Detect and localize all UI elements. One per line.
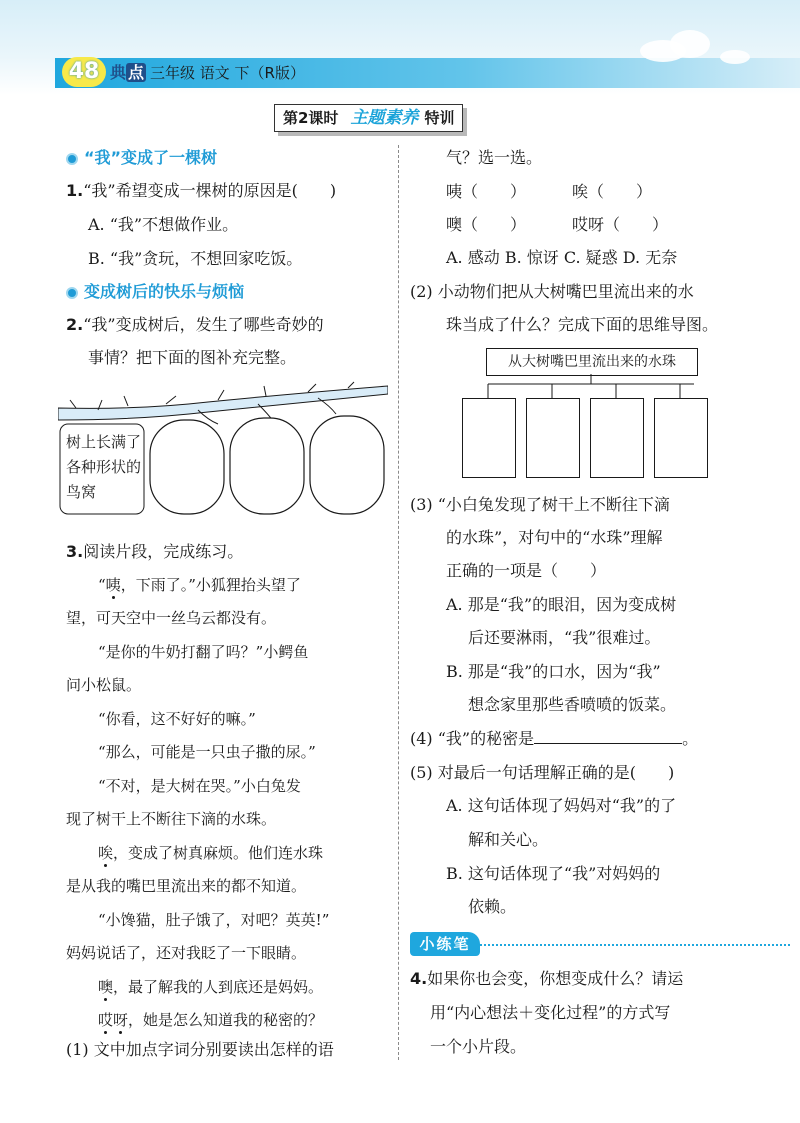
passage-text: 妈妈说话了，还对我眨了一下眼睛。: [66, 944, 307, 962]
tree-illustration: [58, 380, 388, 518]
lesson-tag: [274, 104, 463, 132]
question-number: 4.: [410, 969, 428, 988]
q3-sub3-option-a: A. 那是“我”的眼泪，因为变成树: [446, 595, 677, 614]
emphasized-word: [106, 576, 121, 594]
practice-badge: 小练笔: [410, 932, 480, 956]
q3-sub2-line2: 珠当成了什么？完成下面的思维导图。: [446, 315, 719, 334]
passage-line: [98, 774, 301, 798]
emphasized-word: [98, 844, 113, 862]
passage-text: “不对，是大树在哭。”小白兔发: [98, 777, 301, 795]
q3-sub4-period: 。: [682, 729, 699, 748]
passage-text: 是从我的嘴巴里流出来的都不知道。: [66, 877, 307, 895]
passage-line: [66, 807, 276, 831]
q3-sub4-prompt: (4) “我”的秘密是: [410, 729, 535, 748]
passage-line: [98, 908, 329, 932]
q3-sub5: (5) 对最后一句话理解正确的是( ): [410, 763, 675, 782]
mindmap-connectors: [462, 374, 722, 400]
passage-text: “小馋猫，肚子饿了，对吧？英英!”: [98, 911, 330, 929]
question-number: 1.: [66, 181, 84, 200]
q3-sub2-line1: (2) 小动物们把从大树嘴巴里流出来的水: [410, 282, 694, 301]
section-title-text: “我”变成了一棵树: [84, 148, 218, 167]
q3-sub4: [410, 727, 698, 751]
question-number: 3.: [66, 542, 84, 561]
brand-logo: 典 点: [110, 63, 145, 82]
passage-line: [66, 874, 306, 898]
passage-text: ，下雨了。”小狐狸抬头望了: [120, 576, 301, 594]
passage-text: “你看，这不好好的嘛。”: [98, 710, 256, 728]
tone-blank-1[interactable]: 咦（ ）: [446, 182, 527, 201]
q3-sub5-option-b: B. 这句话体现了“我”对妈妈的: [446, 864, 661, 883]
passage-text: 问小松鼠。: [66, 676, 142, 694]
question-2: [66, 313, 324, 337]
passage-text: “那么，可能是一只虫子撒的尿。”: [98, 743, 316, 761]
question-stem: “我”希望变成一棵树的原因是( ): [83, 181, 337, 200]
q3-sub3-option-a-cont: 后还要淋雨，“我”很难过。: [468, 628, 661, 647]
passage-line: [98, 573, 301, 597]
question-2-line2: 事情？把下面的图补充完整。: [88, 348, 297, 367]
q3-sub3-option-b: B. 那是“我”的口水，因为“我”: [446, 662, 661, 681]
question-4-line3: 一个小片段。: [430, 1037, 527, 1056]
q3-sub5-option-a-cont: 解和关心。: [468, 830, 549, 849]
bullet-icon: [66, 153, 78, 165]
lesson-theme: 主题素养: [350, 108, 419, 128]
column-divider: [398, 145, 399, 1060]
section-title-2: [66, 280, 244, 304]
passage-text: ，变成了树真麻烦。他们连水珠: [113, 844, 324, 862]
q3-sub3-line3: 正确的一项是（ ）: [446, 561, 607, 580]
mindmap-root: 从大树嘴巴里流出来的水珠: [486, 348, 698, 376]
emphasis-dot-char: 呀: [113, 1011, 129, 1029]
passage-line: [66, 606, 276, 630]
passage-line: [98, 740, 316, 764]
question-4-line2: 用“内心想法＋变化过程”的方式写: [430, 1003, 671, 1022]
emphasis-dot-char: 哎: [98, 1011, 114, 1029]
emphasis-dot-char: 唉: [98, 844, 114, 862]
emphasized-word: [98, 1011, 128, 1029]
lesson-suffix: 特训: [424, 109, 455, 127]
question-4: [410, 967, 683, 991]
emphasis-dot-char: 咦: [105, 576, 121, 594]
practice-divider: [480, 944, 790, 946]
lesson-number: 第2课时: [283, 109, 339, 127]
q3-sub5-option-b-cont: 依赖。: [468, 897, 517, 916]
passage-line: [98, 841, 323, 865]
passage-text: “是你的牛奶打翻了吗？”小鳄鱼: [98, 643, 309, 661]
passage-text: 望，可天空中一丝乌云都没有。: [66, 609, 277, 627]
question-stem: “我”变成树后，发生了哪些奇妙的: [83, 315, 324, 334]
passage-line: [98, 707, 256, 731]
section-title-1: [66, 146, 217, 170]
q1-option-a: A. “我”不想做作业。: [88, 215, 239, 234]
question-1: [66, 179, 336, 203]
passage-line: [98, 1008, 323, 1032]
question-3: [66, 540, 243, 564]
passage-text: “: [98, 576, 106, 594]
q3-sub3-option-b-cont: 想念家里那些香喷喷的饭菜。: [468, 695, 677, 714]
book-title: 三年级 语文 下（R版）: [150, 64, 305, 82]
q1-option-b: B. “我”贪玩，不想回家吃饭。: [88, 249, 303, 268]
tone-options: A. 感动 B. 惊讶 C. 疑惑 D. 无奈: [446, 248, 678, 267]
brand-mark: 点: [128, 63, 145, 82]
q3-sub3-line2: 的水珠”，对句中的“水珠”理解: [446, 528, 663, 547]
question-stem: 如果你也会变，你想变成什么？请运: [427, 969, 684, 988]
q3-sub1-line2: 气？选一选。: [446, 148, 543, 167]
given-example-answer: 树上长满了各种形状的鸟窝: [66, 433, 142, 501]
passage-line: [66, 941, 306, 965]
mindmap-leaf-2[interactable]: [526, 398, 580, 478]
tone-blank-4[interactable]: 哎呀（ ）: [572, 215, 669, 234]
page-number: 48: [62, 57, 106, 87]
bullet-icon: [66, 287, 78, 299]
tone-blank-2[interactable]: 唉（ ）: [572, 182, 653, 201]
emphasis-dot-char: 噢: [98, 978, 114, 996]
passage-line: [98, 640, 308, 664]
passage-line: [98, 975, 323, 999]
q3-sub3-line1: (3) “小白兔发现了树干上不断往下滴: [410, 495, 670, 514]
emphasized-word: [98, 978, 113, 996]
passage-text: 现了树干上不断往下滴的水珠。: [66, 810, 277, 828]
answer-blank[interactable]: [534, 727, 682, 744]
mindmap-leaf-4[interactable]: [654, 398, 708, 478]
mindmap-leaf-3[interactable]: [590, 398, 644, 478]
passage-text: ，她是怎么知道我的秘密的？: [128, 1011, 324, 1029]
passage-line: [66, 673, 141, 697]
mindmap-leaf-1[interactable]: [462, 398, 516, 478]
cloud-decoration: [720, 50, 750, 64]
question-number: 2.: [66, 315, 84, 334]
section-title-text: 变成树后的快乐与烦恼: [84, 282, 245, 301]
cloud-decoration: [670, 30, 710, 58]
passage-text: ，最了解我的人到底还是妈妈。: [113, 978, 324, 996]
q3-sub5-option-a: A. 这句话体现了妈妈对“我”的了: [446, 796, 677, 815]
q3-sub1-line1: (1) 文中加点字词分别要读出怎样的语: [66, 1040, 334, 1059]
question-stem: 阅读片段，完成练习。: [83, 542, 244, 561]
tone-blank-3[interactable]: 噢（ ）: [446, 215, 527, 234]
